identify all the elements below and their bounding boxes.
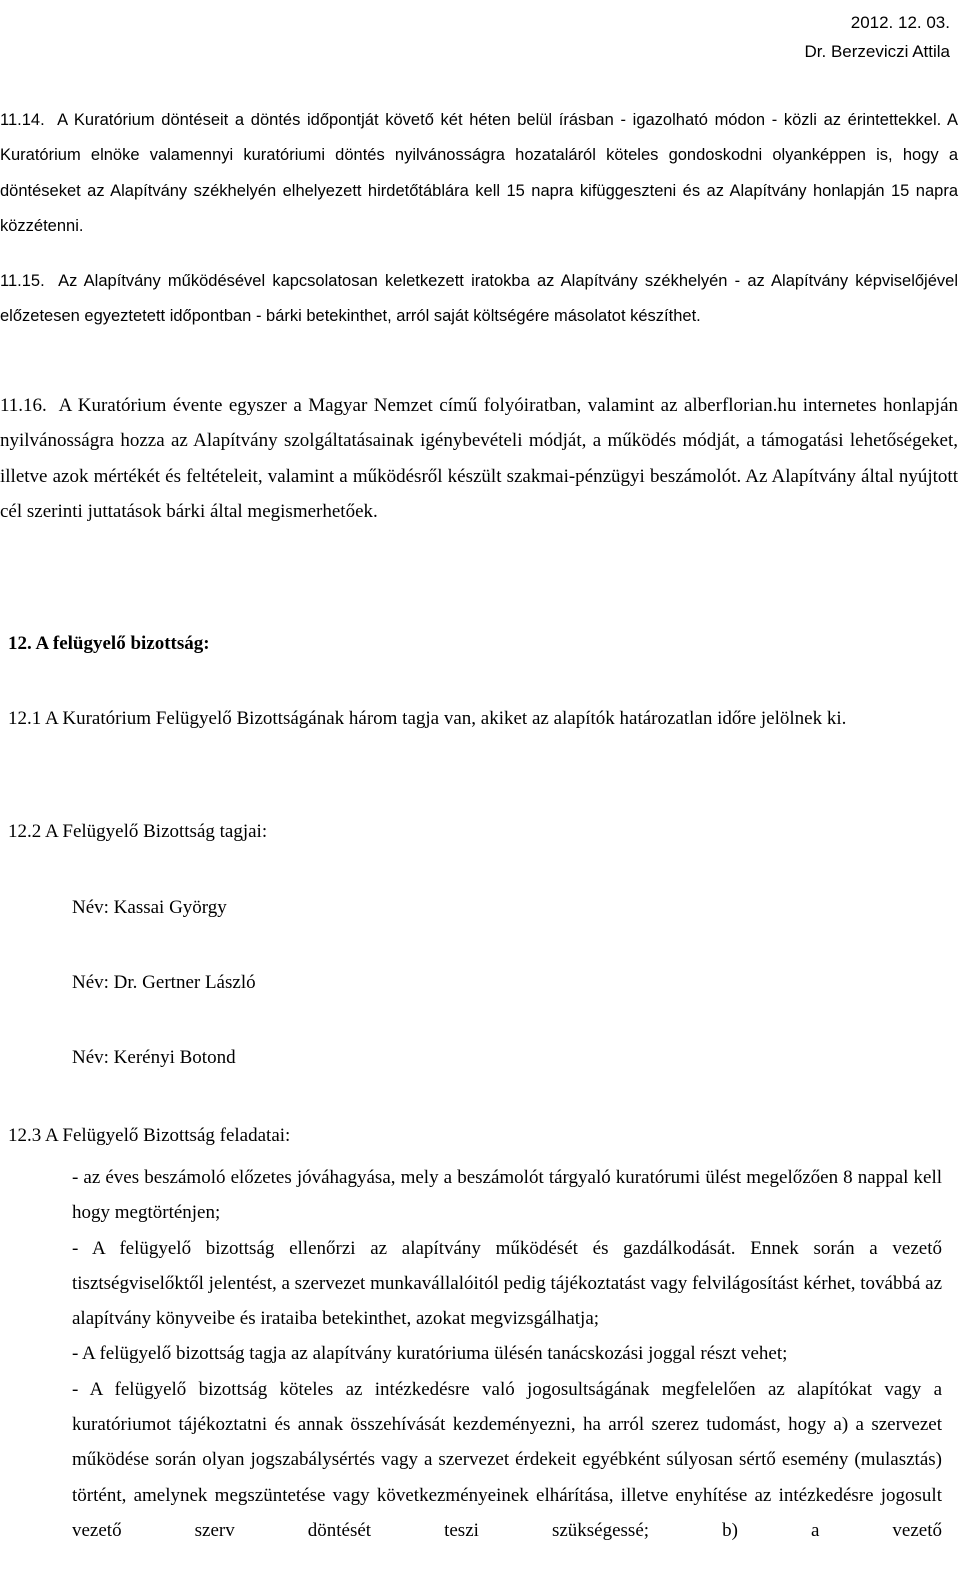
duty-item: - A felügyelő bizottság köteles az intézkedésre való jogosultságának megfelelően az alapítókat vagy a kuratóriumot tájékoztatni és annak összehívását kezdeményezni, ha arról szerez tudomást, hogy a) a szervezet működése során olyan jogszabálysértés vagy a szervezet érdekeit egyébként súlyosan sértő esemény (mulasztás) történt, amelynek megszüntetése vagy következményeinek elhárítása, illetve enyhítése az intézkedésre jogosult vezető szerv döntését teszi szükségessé; b) a vezető — [72, 1378, 942, 1541]
section-number: 11.14. — [0, 111, 45, 129]
member-name: Név: Kassai György — [72, 897, 227, 918]
paragraph-12-3: 12.3 A Felügyelő Bizottság feladatai: — [8, 1125, 291, 1146]
section-text: A Kuratórium évente egyszer a Magyar Nemzet című folyóiratban, valamint az alberflorian.hu internetes honlapján nyilvánosságra hozza az Alapítvány szolgáltatásainak igénybevételi módját, a működés módját, a támogatási lehetőségeket, illetve azok mértékét és feltételeit, valamint a működésről készült szakmai-pénzügyi beszámolót. Az Alapítvány által nyújtott cél szerinti juttatások bárki által megismerhetőek. — [0, 395, 959, 523]
section-11-16 — [0, 388, 958, 530]
member-name: Név: Kerényi Botond — [72, 1047, 236, 1068]
paragraph-12-1: 12.1 A Kuratórium Felügyelő Bizottságának három tagja van, akiket az alapítók határozatlan időre jelölnek ki. — [8, 708, 847, 729]
section-heading-12: 12. A felügyelő bizottság: — [8, 633, 210, 654]
duty-item: - A felügyelő bizottság tagja az alapítvány kuratóriuma ülésén tanácskozási joggal részt vehet; — [72, 1343, 788, 1365]
member-name: Név: Dr. Gertner László — [72, 972, 256, 993]
section-text: Az Alapítvány működésével kapcsolatosan keletkezett iratokba az Alapítvány székhelyén - az Alapítvány képviselőjével előzetesen egyeztetett időpontban - bárki betekinthet, arról saját költségére másolatot készíthet. — [0, 272, 958, 326]
header-date: 2012. 12. 03. — [850, 13, 950, 32]
page-header — [805, 8, 951, 66]
section-11-14 — [0, 103, 958, 245]
section-11-15 — [0, 264, 958, 335]
duty-item: - A felügyelő bizottság ellenőrzi az alapítvány működését és gazdálkodását. Ennek során a vezető tisztségviselőktől jelentést, a szervezet munkavállalóitól pedig tájékoztatást vagy felvilágosítást kérhet, továbbá az alapítvány könyveibe és irataiba betekinthet, azokat megvizsgálhatja; — [72, 1237, 943, 1330]
section-number: 11.16. — [0, 395, 47, 416]
header-author: Dr. Berzeviczi Attila — [804, 42, 950, 61]
duty-item: - az éves beszámoló előzetes jóváhagyása, mely a beszámolót tárgyaló kuratórumi ülést megelőzően 8 nappal kell hogy megtörténjen; — [72, 1167, 942, 1224]
section-text: A Kuratórium döntéseit a döntés időpontját követő két héten belül írásban - igazolható módon - közli az érintettekkel. A Kuratórium elnöke valamennyi kuratóriumi döntés nyilvánosságra hozataláról köteles gondoskodni olyanképpen is, hogy a döntéseket az Alapítvány székhelyén elhelyezett hirdetőtáblára kell 15 napra kifüggeszteni és az Alapítvány honlapján 15 napra közzétenni. — [0, 111, 958, 236]
paragraph-12-2: 12.2 A Felügyelő Bizottság tagjai: — [8, 821, 268, 842]
duties-list — [72, 1160, 942, 1548]
section-number: 11.15. — [0, 272, 45, 290]
